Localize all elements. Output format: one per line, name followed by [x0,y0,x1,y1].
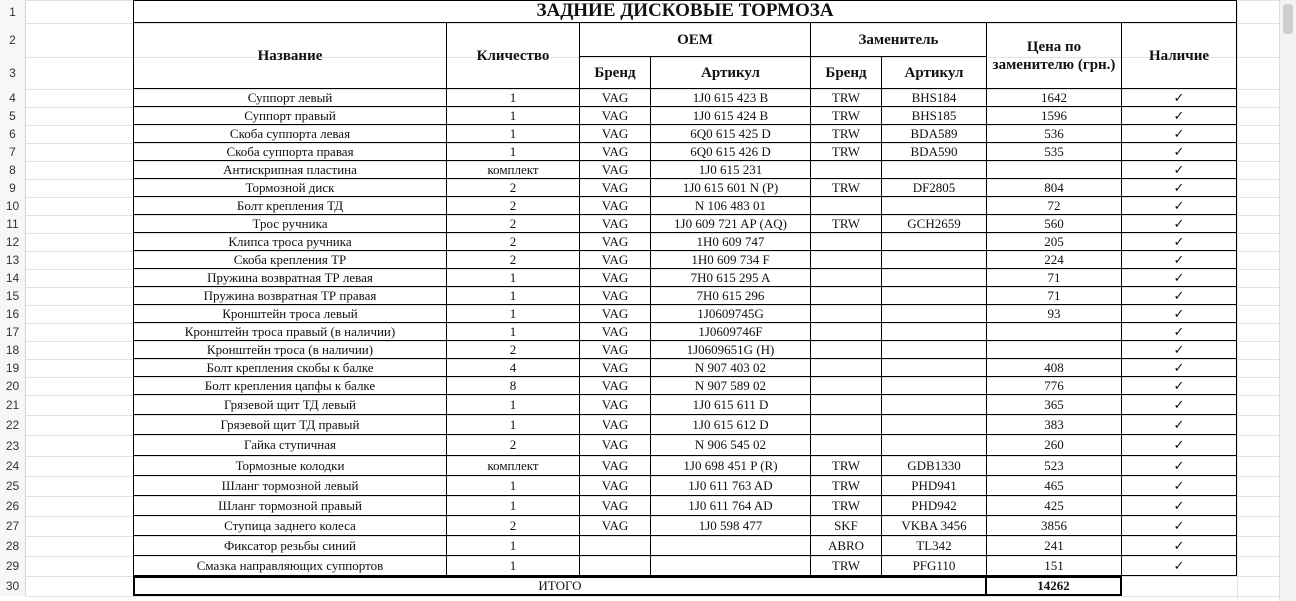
cell-oem-article[interactable]: 1J0 598 477 [651,516,811,536]
cell-oem-article[interactable]: 1J0 615 612 D [651,415,811,435]
header-oem[interactable]: OEM [580,23,811,57]
cell-sub-article[interactable] [882,233,987,251]
cell-name[interactable]: Болт крепления ТД [133,197,447,215]
cell-sub-brand[interactable] [811,377,882,395]
cell-oem-article[interactable]: 1H0 609 734 F [651,251,811,269]
cell-oem-article[interactable] [651,556,811,576]
cell-name[interactable]: Суппорт левый [133,89,447,107]
cell-availability[interactable]: ✓ [1122,341,1237,359]
cell-qty[interactable]: 2 [447,179,580,197]
cell-price[interactable]: 465 [987,476,1122,496]
cell-oem-brand[interactable]: VAG [580,395,651,415]
cell-oem-article[interactable]: 6Q0 615 425 D [651,125,811,143]
header-oem-brand[interactable]: Бренд [580,57,651,89]
row-number[interactable]: 13 [0,251,26,269]
cell-price[interactable]: 71 [987,269,1122,287]
cell-sub-brand[interactable] [811,435,882,456]
cell-price[interactable]: 804 [987,179,1122,197]
cell-availability[interactable]: ✓ [1122,476,1237,496]
cell-oem-article[interactable]: 1J0609745G [651,305,811,323]
cell-oem-article[interactable]: N 906 545 02 [651,435,811,456]
header-sub-brand[interactable]: Бренд [811,57,882,89]
cell-sub-brand[interactable]: TRW [811,456,882,476]
cell-oem-article[interactable]: 1J0 615 611 D [651,395,811,415]
cell-sub-article[interactable] [882,323,987,341]
cell-availability[interactable]: ✓ [1122,359,1237,377]
cell-availability[interactable]: ✓ [1122,435,1237,456]
row-number[interactable]: 1 [0,0,26,23]
cell-price[interactable] [987,323,1122,341]
cell-availability[interactable]: ✓ [1122,456,1237,476]
row-number[interactable]: 14 [0,269,26,287]
cell-oem-brand[interactable]: VAG [580,496,651,516]
cell-price[interactable]: 1642 [987,89,1122,107]
cell-availability[interactable]: ✓ [1122,287,1237,305]
cell-availability[interactable]: ✓ [1122,233,1237,251]
cell-oem-brand[interactable]: VAG [580,215,651,233]
cell-sub-article[interactable] [882,251,987,269]
row-number[interactable]: 18 [0,341,26,359]
row-number[interactable]: 8 [0,161,26,179]
cell-name[interactable]: Суппорт правый [133,107,447,125]
cell-oem-brand[interactable]: VAG [580,197,651,215]
cell-price[interactable]: 536 [987,125,1122,143]
row-number[interactable]: 3 [0,57,26,89]
cell-availability[interactable]: ✓ [1122,161,1237,179]
cell-sub-article[interactable] [882,269,987,287]
cell-price[interactable]: 560 [987,215,1122,233]
cell-oem-brand[interactable]: VAG [580,305,651,323]
cell-sub-article[interactable] [882,435,987,456]
total-value[interactable]: 14262 [985,576,1122,596]
vertical-scrollbar[interactable] [1279,0,1296,601]
cell-price[interactable]: 71 [987,287,1122,305]
cell-price[interactable]: 241 [987,536,1122,556]
cell-sub-brand[interactable]: TRW [811,89,882,107]
cell-availability[interactable]: ✓ [1122,89,1237,107]
cell-availability[interactable]: ✓ [1122,377,1237,395]
cell-qty[interactable]: 1 [447,89,580,107]
cell-sub-article[interactable]: GCH2659 [882,215,987,233]
cell-oem-brand[interactable]: VAG [580,251,651,269]
cell-oem-brand[interactable] [580,556,651,576]
cell-name[interactable]: Тормозной диск [133,179,447,197]
cell-sub-article[interactable]: VKBA 3456 [882,516,987,536]
cell-availability[interactable]: ✓ [1122,536,1237,556]
row-number[interactable]: 5 [0,107,26,125]
cell-sub-article[interactable]: PFG110 [882,556,987,576]
cell-qty[interactable]: 4 [447,359,580,377]
cell-oem-brand[interactable]: VAG [580,456,651,476]
cell-availability[interactable]: ✓ [1122,556,1237,576]
cell-sub-brand[interactable] [811,415,882,435]
cell-sub-brand[interactable] [811,233,882,251]
cell-oem-article[interactable]: 1J0 611 763 AD [651,476,811,496]
row-number[interactable]: 28 [0,536,26,556]
cell-sub-brand[interactable]: TRW [811,496,882,516]
cell-sub-article[interactable]: BDA589 [882,125,987,143]
cell-sub-brand[interactable] [811,197,882,215]
row-number[interactable]: 22 [0,415,26,435]
cell-qty[interactable]: 1 [447,305,580,323]
cell-sub-article[interactable]: BDA590 [882,143,987,161]
row-number[interactable]: 29 [0,556,26,576]
cell-price[interactable]: 408 [987,359,1122,377]
cell-sub-article[interactable] [882,341,987,359]
cell-sub-brand[interactable]: TRW [811,556,882,576]
cell-name[interactable]: Грязевой щит ТД левый [133,395,447,415]
cell-availability[interactable]: ✓ [1122,251,1237,269]
cell-oem-article[interactable] [651,536,811,556]
cell-name[interactable]: Кронштейн троса правый (в наличии) [133,323,447,341]
cell-availability[interactable]: ✓ [1122,516,1237,536]
cell-sub-article[interactable] [882,287,987,305]
cell-qty[interactable]: 8 [447,377,580,395]
cell-oem-brand[interactable]: VAG [580,476,651,496]
cell-qty[interactable]: комплект [447,456,580,476]
cell-sub-brand[interactable] [811,251,882,269]
cell-oem-article[interactable]: 1J0 698 451 P (R) [651,456,811,476]
cell-sub-article[interactable]: BHS185 [882,107,987,125]
header-availability[interactable]: Наличие [1122,23,1237,89]
cell-oem-article[interactable]: 1J0609746F [651,323,811,341]
cell-price[interactable]: 260 [987,435,1122,456]
cell-name[interactable]: Шланг тормозной левый [133,476,447,496]
cell-qty[interactable]: 1 [447,476,580,496]
cell-qty[interactable]: 1 [447,496,580,516]
cell-sub-article[interactable] [882,305,987,323]
cell-availability[interactable]: ✓ [1122,305,1237,323]
cell-availability[interactable]: ✓ [1122,125,1237,143]
row-number[interactable]: 20 [0,377,26,395]
cell-qty[interactable]: 2 [447,341,580,359]
cell-qty[interactable]: 1 [447,287,580,305]
cell-availability[interactable]: ✓ [1122,269,1237,287]
cell-oem-article[interactable]: 1J0 615 231 [651,161,811,179]
cell-price[interactable] [987,341,1122,359]
cell-qty[interactable]: 1 [447,556,580,576]
cell-oem-brand[interactable]: VAG [580,161,651,179]
cell-sub-article[interactable]: DF2805 [882,179,987,197]
row-number[interactable]: 21 [0,395,26,415]
row-number[interactable]: 26 [0,496,26,516]
cell-oem-brand[interactable]: VAG [580,415,651,435]
cell-price[interactable]: 776 [987,377,1122,395]
cell-name[interactable]: Скоба крепления ТР [133,251,447,269]
cell-oem-article[interactable]: 1J0 609 721 AP (AQ) [651,215,811,233]
cell-sub-brand[interactable]: TRW [811,143,882,161]
cell-sub-article[interactable] [882,359,987,377]
header-sub-article[interactable]: Артикул [882,57,987,89]
cell-oem-article[interactable]: 1J0609651G (H) [651,341,811,359]
cell-oem-brand[interactable]: VAG [580,179,651,197]
cell-sub-brand[interactable] [811,305,882,323]
cell-name[interactable]: Ступица заднего колеса [133,516,447,536]
cell-qty[interactable]: 2 [447,251,580,269]
cell-sub-brand[interactable]: ABRO [811,536,882,556]
cell-sub-brand[interactable]: TRW [811,215,882,233]
cell-availability[interactable]: ✓ [1122,179,1237,197]
cell-oem-brand[interactable]: VAG [580,377,651,395]
row-number[interactable]: 24 [0,456,26,476]
cell-sub-article[interactable] [882,415,987,435]
cell-name[interactable]: Клипса троса ручника [133,233,447,251]
cell-price[interactable] [987,161,1122,179]
header-name[interactable]: Название [133,23,447,89]
cell-sub-article[interactable]: TL342 [882,536,987,556]
cell-oem-article[interactable]: 6Q0 615 426 D [651,143,811,161]
cell-oem-brand[interactable]: VAG [580,233,651,251]
header-substitute[interactable]: Заменитель [811,23,987,57]
cell-sub-article[interactable]: PHD941 [882,476,987,496]
cell-sub-article[interactable] [882,377,987,395]
cell-price[interactable]: 224 [987,251,1122,269]
cell-price[interactable]: 151 [987,556,1122,576]
cell-sub-article[interactable]: BHS184 [882,89,987,107]
cell-name[interactable]: Шланг тормозной правый [133,496,447,516]
cell-oem-brand[interactable]: VAG [580,269,651,287]
cell-oem-brand[interactable]: VAG [580,323,651,341]
row-number[interactable]: 10 [0,197,26,215]
cell-price[interactable]: 1596 [987,107,1122,125]
cell-oem-brand[interactable]: VAG [580,341,651,359]
cell-oem-brand[interactable]: VAG [580,287,651,305]
cell-qty[interactable]: 1 [447,107,580,125]
cell-price[interactable]: 523 [987,456,1122,476]
cell-name[interactable]: Трос ручника [133,215,447,233]
cell-price[interactable]: 205 [987,233,1122,251]
row-number[interactable]: 9 [0,179,26,197]
cell-name[interactable]: Скоба суппорта правая [133,143,447,161]
cell-oem-article[interactable]: 1J0 615 424 B [651,107,811,125]
row-number[interactable]: 27 [0,516,26,536]
row-number[interactable]: 7 [0,143,26,161]
cell-availability[interactable]: ✓ [1122,323,1237,341]
cell-oem-article[interactable]: 1J0 611 764 AD [651,496,811,516]
cell-name[interactable]: Гайка ступичная [133,435,447,456]
cell-oem-article[interactable]: 7H0 615 296 [651,287,811,305]
cell-sub-brand[interactable] [811,395,882,415]
cell-qty[interactable]: 1 [447,143,580,161]
row-number[interactable]: 25 [0,476,26,496]
cell-oem-brand[interactable]: VAG [580,125,651,143]
cell-availability[interactable]: ✓ [1122,415,1237,435]
cell-qty[interactable]: 1 [447,415,580,435]
cell-qty[interactable]: 1 [447,269,580,287]
gridline [26,596,1279,597]
cell-oem-article[interactable]: N 907 589 02 [651,377,811,395]
cell-sub-article[interactable]: PHD942 [882,496,987,516]
cell-sub-brand[interactable] [811,161,882,179]
cell-sub-article[interactable]: GDB1330 [882,456,987,476]
sheet-title[interactable]: ЗАДНИЕ ДИСКОВЫЕ ТОРМОЗА [133,0,1237,23]
cell-name[interactable]: Грязевой щит ТД правый [133,415,447,435]
cell-oem-article[interactable]: N 907 403 02 [651,359,811,377]
cell-name[interactable]: Смазка направляющих суппортов [133,556,447,576]
cell-price[interactable]: 3856 [987,516,1122,536]
cell-price[interactable]: 365 [987,395,1122,415]
cell-oem-brand[interactable]: VAG [580,359,651,377]
cell-qty[interactable]: 1 [447,536,580,556]
cell-price[interactable]: 425 [987,496,1122,516]
header-oem-article[interactable]: Артикул [651,57,811,89]
cell-price[interactable]: 383 [987,415,1122,435]
cell-oem-brand[interactable]: VAG [580,435,651,456]
scrollbar-thumb[interactable] [1283,4,1293,34]
cell-name[interactable]: Антискрипная пластина [133,161,447,179]
cell-oem-article[interactable]: 1H0 609 747 [651,233,811,251]
cell-availability[interactable]: ✓ [1122,215,1237,233]
row-number[interactable]: 15 [0,287,26,305]
cell-availability[interactable]: ✓ [1122,395,1237,415]
cell-qty[interactable]: 2 [447,435,580,456]
cell-qty[interactable]: 1 [447,125,580,143]
cell-name[interactable]: Болт крепления цапфы к балке [133,377,447,395]
row-number[interactable]: 19 [0,359,26,377]
cell-name[interactable]: Пружина возвратная ТР левая [133,269,447,287]
header-price[interactable]: Цена по заменителю (грн.) [987,23,1122,89]
cell-sub-brand[interactable] [811,269,882,287]
cell-name[interactable]: Пружина возвратная ТР правая [133,287,447,305]
cell-sub-brand[interactable] [811,287,882,305]
cell-qty[interactable]: 1 [447,323,580,341]
cell-qty[interactable]: 1 [447,395,580,415]
cell-oem-brand[interactable]: VAG [580,89,651,107]
row-number[interactable]: 30 [0,576,26,596]
cell-price[interactable]: 93 [987,305,1122,323]
cell-sub-article[interactable] [882,197,987,215]
cell-sub-brand[interactable] [811,323,882,341]
cell-oem-article[interactable]: 1J0 615 423 B [651,89,811,107]
cell-sub-article[interactable] [882,395,987,415]
cell-sub-brand[interactable]: TRW [811,476,882,496]
row-number[interactable]: 17 [0,323,26,341]
row-number[interactable]: 12 [0,233,26,251]
cell-sub-brand[interactable]: TRW [811,125,882,143]
cell-oem-article[interactable]: N 106 483 01 [651,197,811,215]
cell-oem-brand[interactable]: VAG [580,143,651,161]
row-number[interactable]: 16 [0,305,26,323]
cell-qty[interactable]: комплект [447,161,580,179]
cell-price[interactable]: 72 [987,197,1122,215]
row-number[interactable]: 6 [0,125,26,143]
cell-name[interactable]: Тормозные колодки [133,456,447,476]
cell-sub-brand[interactable]: SKF [811,516,882,536]
cell-qty[interactable]: 2 [447,197,580,215]
gridline [1237,0,1238,601]
cell-name[interactable]: Болт крепления скобы к балке [133,359,447,377]
total-label[interactable]: ИТОГО [133,576,987,596]
row-number[interactable]: 23 [0,435,26,456]
cell-sub-article[interactable] [882,161,987,179]
cell-qty[interactable]: 2 [447,233,580,251]
row-number[interactable]: 2 [0,23,26,57]
cell-sub-brand[interactable] [811,341,882,359]
row-number[interactable]: 4 [0,89,26,107]
cell-name[interactable]: Кронштейн троса левый [133,305,447,323]
cell-oem-brand[interactable]: VAG [580,107,651,125]
cell-availability[interactable]: ✓ [1122,197,1237,215]
cell-availability[interactable]: ✓ [1122,107,1237,125]
row-number[interactable]: 11 [0,215,26,233]
cell-oem-brand[interactable]: VAG [580,516,651,536]
cell-name[interactable]: Кронштейн троса (в наличии) [133,341,447,359]
cell-qty[interactable]: 2 [447,215,580,233]
cell-oem-article[interactable]: 7H0 615 295 A [651,269,811,287]
cell-name[interactable]: Скоба суппорта левая [133,125,447,143]
cell-name[interactable]: Фиксатор резьбы синий [133,536,447,556]
cell-availability[interactable]: ✓ [1122,496,1237,516]
cell-qty[interactable]: 2 [447,516,580,536]
cell-oem-brand[interactable] [580,536,651,556]
total-empty[interactable] [1122,576,1237,596]
cell-price[interactable]: 535 [987,143,1122,161]
cell-sub-brand[interactable] [811,359,882,377]
cell-oem-article[interactable]: 1J0 615 601 N (P) [651,179,811,197]
header-qty[interactable]: Кличество [447,23,580,89]
cell-sub-brand[interactable]: TRW [811,107,882,125]
cell-availability[interactable]: ✓ [1122,143,1237,161]
cell-sub-brand[interactable]: TRW [811,179,882,197]
